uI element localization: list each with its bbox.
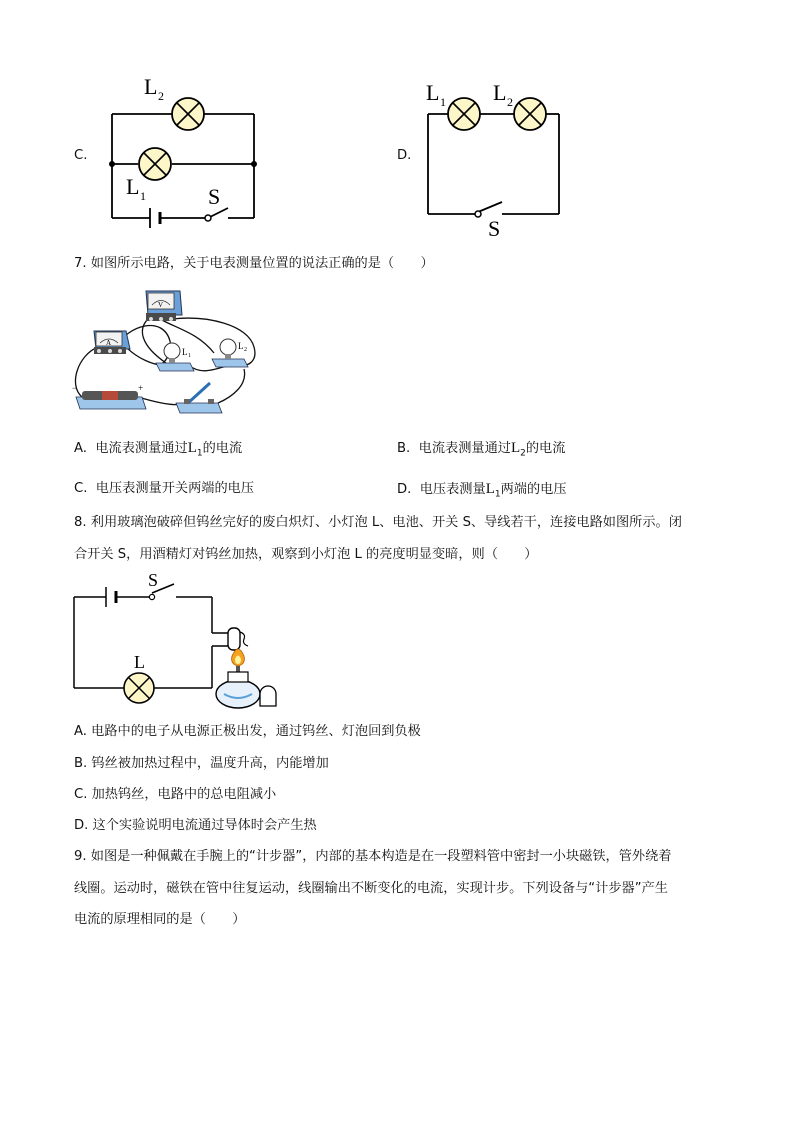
- q9-stem-line3: 电流的原理相同的是（ ）: [74, 912, 246, 927]
- svg-text:+: +: [138, 383, 144, 393]
- lamp1-subscript: 1: [440, 95, 446, 109]
- svg-text:2: 2: [244, 347, 247, 353]
- bulb-l1-icon: [156, 343, 194, 371]
- svg-text:A: A: [106, 339, 112, 347]
- q9-stem-line1: 9. 如图是一种佩戴在手腕上的“计步器”，内部的基本构造是在一段塑料管中密封一小块磁铁，管外绕着: [74, 849, 672, 864]
- lamp2-subscript: 2: [507, 95, 513, 109]
- lamp-mid-subscript: 1: [140, 189, 146, 203]
- circuit-diagram-d: [420, 76, 570, 241]
- lamp-top-label: L: [144, 74, 158, 99]
- lamp-top-subscript: 2: [158, 89, 164, 103]
- tungsten-filament-icon: [228, 628, 248, 650]
- lamp-l1-symbol: [448, 98, 480, 130]
- q8-option-a: A. 电路中的电子从电源正极出发，通过钨丝、灯泡回到负极: [74, 724, 421, 739]
- svg-text:V: V: [158, 301, 164, 309]
- ammeter-icon: [94, 331, 130, 354]
- q8-option-d: D. 这个实验说明电流通过导体时会产生热: [74, 818, 317, 833]
- svg-text:1: 1: [188, 353, 191, 359]
- lamp1-label: L: [426, 80, 440, 105]
- switch-label: S: [148, 570, 159, 590]
- q7-physical-circuit: [68, 285, 268, 417]
- voltmeter-icon: [146, 291, 182, 321]
- q7-option-c: C. 电压表测量开关两端的电压: [74, 481, 255, 496]
- q8-circuit-diagram: [68, 566, 298, 718]
- q7-stem: 7. 如图所示电路，关于电表测量位置的说法正确的是（ ）: [74, 256, 434, 271]
- battery-icon: [72, 383, 146, 409]
- q7-option-b: B. 电流表测量通过$L_2$的电流: [397, 440, 566, 459]
- q7-option-d: D. 电压表测量$L_1$两端的电压: [397, 481, 567, 500]
- q8-option-b: B. 钨丝被加热过程中，温度升高，内能增加: [74, 756, 329, 771]
- lamp-l2-symbol: [514, 98, 546, 130]
- q8-stem-line2: 合开关 S，用酒精灯对钨丝加热，观察到小灯泡 L 的亮度明显变暗，则（ ）: [74, 547, 538, 562]
- q7-option-a: A. 电流表测量通过$L_1$的电流: [74, 440, 243, 459]
- option-c-label: C.: [74, 148, 88, 163]
- q8-stem-line1: 8. 利用玻璃泡破碎但钨丝完好的废白炽灯、小灯泡 L、电池、开关 S、导线若干，连接电路如图所示。闭: [74, 515, 682, 530]
- switch-label: S: [208, 184, 221, 209]
- lamp-label: L: [134, 652, 145, 672]
- svg-text:−: −: [72, 383, 78, 393]
- lamp-l-symbol: [124, 673, 154, 703]
- lamp-cap-icon: [260, 686, 276, 706]
- lamp-l2-symbol: [172, 98, 204, 130]
- lamp-l1-symbol: [139, 148, 171, 180]
- svg-text:L: L: [182, 347, 188, 357]
- lamp2-label: L: [493, 80, 507, 105]
- q8-option-c: C. 加热钨丝，电路中的总电阻减小: [74, 787, 277, 802]
- switch-icon: [176, 383, 222, 413]
- lamp-mid-label: L: [126, 174, 140, 199]
- bulb-l2-icon: [212, 339, 248, 367]
- q9-stem-line2: 线圈。运动时，磁铁在管中往复运动，线圈输出不断变化的电流，实现计步。下列设备与“计步器”产生: [74, 881, 668, 896]
- option-d-label: D.: [397, 148, 412, 163]
- switch-label: S: [488, 216, 501, 241]
- circuit-diagram-c: [100, 70, 270, 230]
- alcohol-lamp-icon: [216, 649, 260, 708]
- svg-text:L: L: [238, 341, 244, 351]
